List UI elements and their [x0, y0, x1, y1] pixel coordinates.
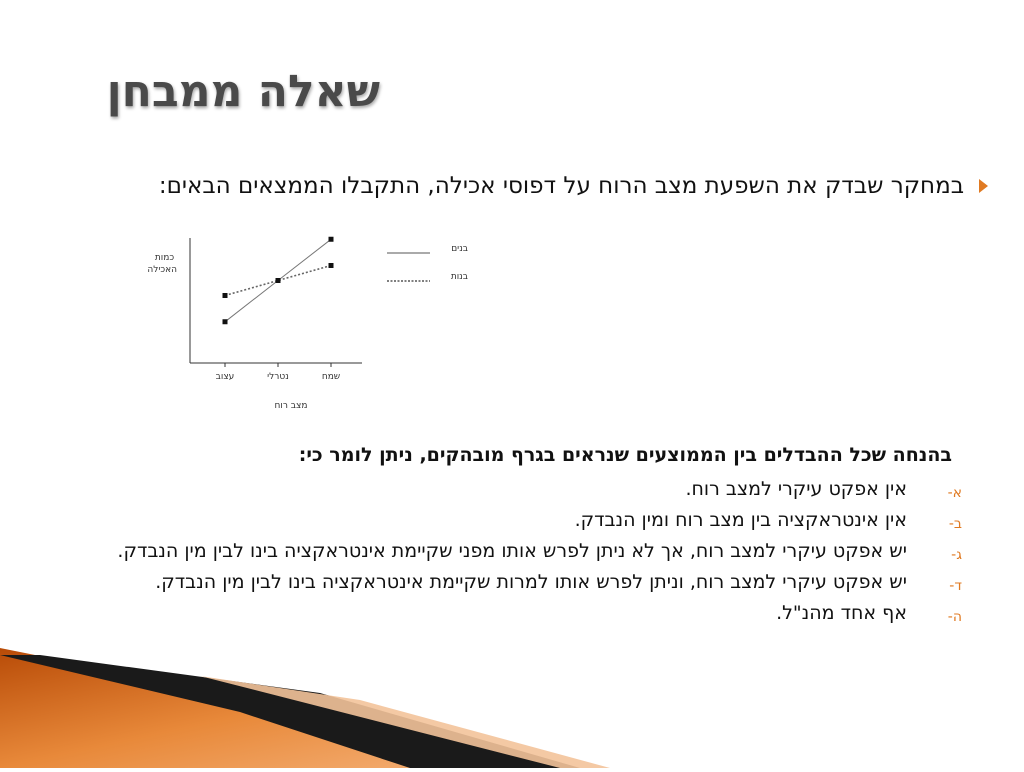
option-text: יש אפקט עיקרי למצב רוח, אך לא ניתן לפרש אותו מפני שקיימת אינטראקציה בינו לבין מין הנבדק. [117, 540, 907, 562]
x-axis-label: מצב רוח [274, 401, 308, 411]
data-point [329, 263, 334, 268]
chart [140, 235, 480, 415]
intro-text: במחקר שבדק את השפעת מצב הרוח על דפוסי אכילה, התקבלו הממצאים הבאים: [158, 173, 964, 199]
x-tick-label: עצוב [215, 372, 235, 382]
data-point [223, 293, 228, 298]
legend-label: בנים [451, 244, 468, 254]
option-letter: ג- [951, 547, 962, 563]
data-point [329, 237, 334, 242]
option-letter: א- [947, 485, 962, 501]
option-item [64, 509, 964, 532]
option-item [64, 478, 964, 501]
option-text: אין אפקט עיקרי למצב רוח. [685, 478, 907, 500]
option-letter: ב- [948, 516, 962, 532]
x-tick-label: נטרלי [267, 372, 289, 382]
x-tick-label: שמח [321, 372, 341, 382]
question-text: בהנחה שכל ההבדלים בין הממוצעים שנראים בגרף מובהקים, ניתן לומר כי: [298, 444, 952, 466]
data-point [276, 278, 281, 283]
data-point [223, 319, 228, 324]
slide-title: שאלה ממבחן [106, 66, 380, 117]
option-item [64, 540, 964, 563]
option-text: יש אפקט עיקרי למצב רוח, וניתן לפרש אותו למרות שקיימת אינטראקציה בינו לבין מין הנבדק. [155, 571, 907, 593]
y-axis-label: כמות האכילה [147, 253, 177, 275]
intro-bullet [64, 171, 964, 201]
option-item [64, 571, 964, 594]
footer-decoration [0, 600, 1024, 768]
option-letter: ד- [949, 578, 962, 594]
option-letter: ה- [947, 609, 962, 625]
option-text: אין אינטראקציה בין מצב רוח ומין הנבדק. [574, 509, 907, 531]
option-text: אף אחד מהנ"ל. [776, 602, 907, 624]
bullet-arrow-icon [979, 179, 988, 193]
interaction-line-chart [140, 235, 480, 415]
legend-label: בנות [450, 272, 468, 282]
